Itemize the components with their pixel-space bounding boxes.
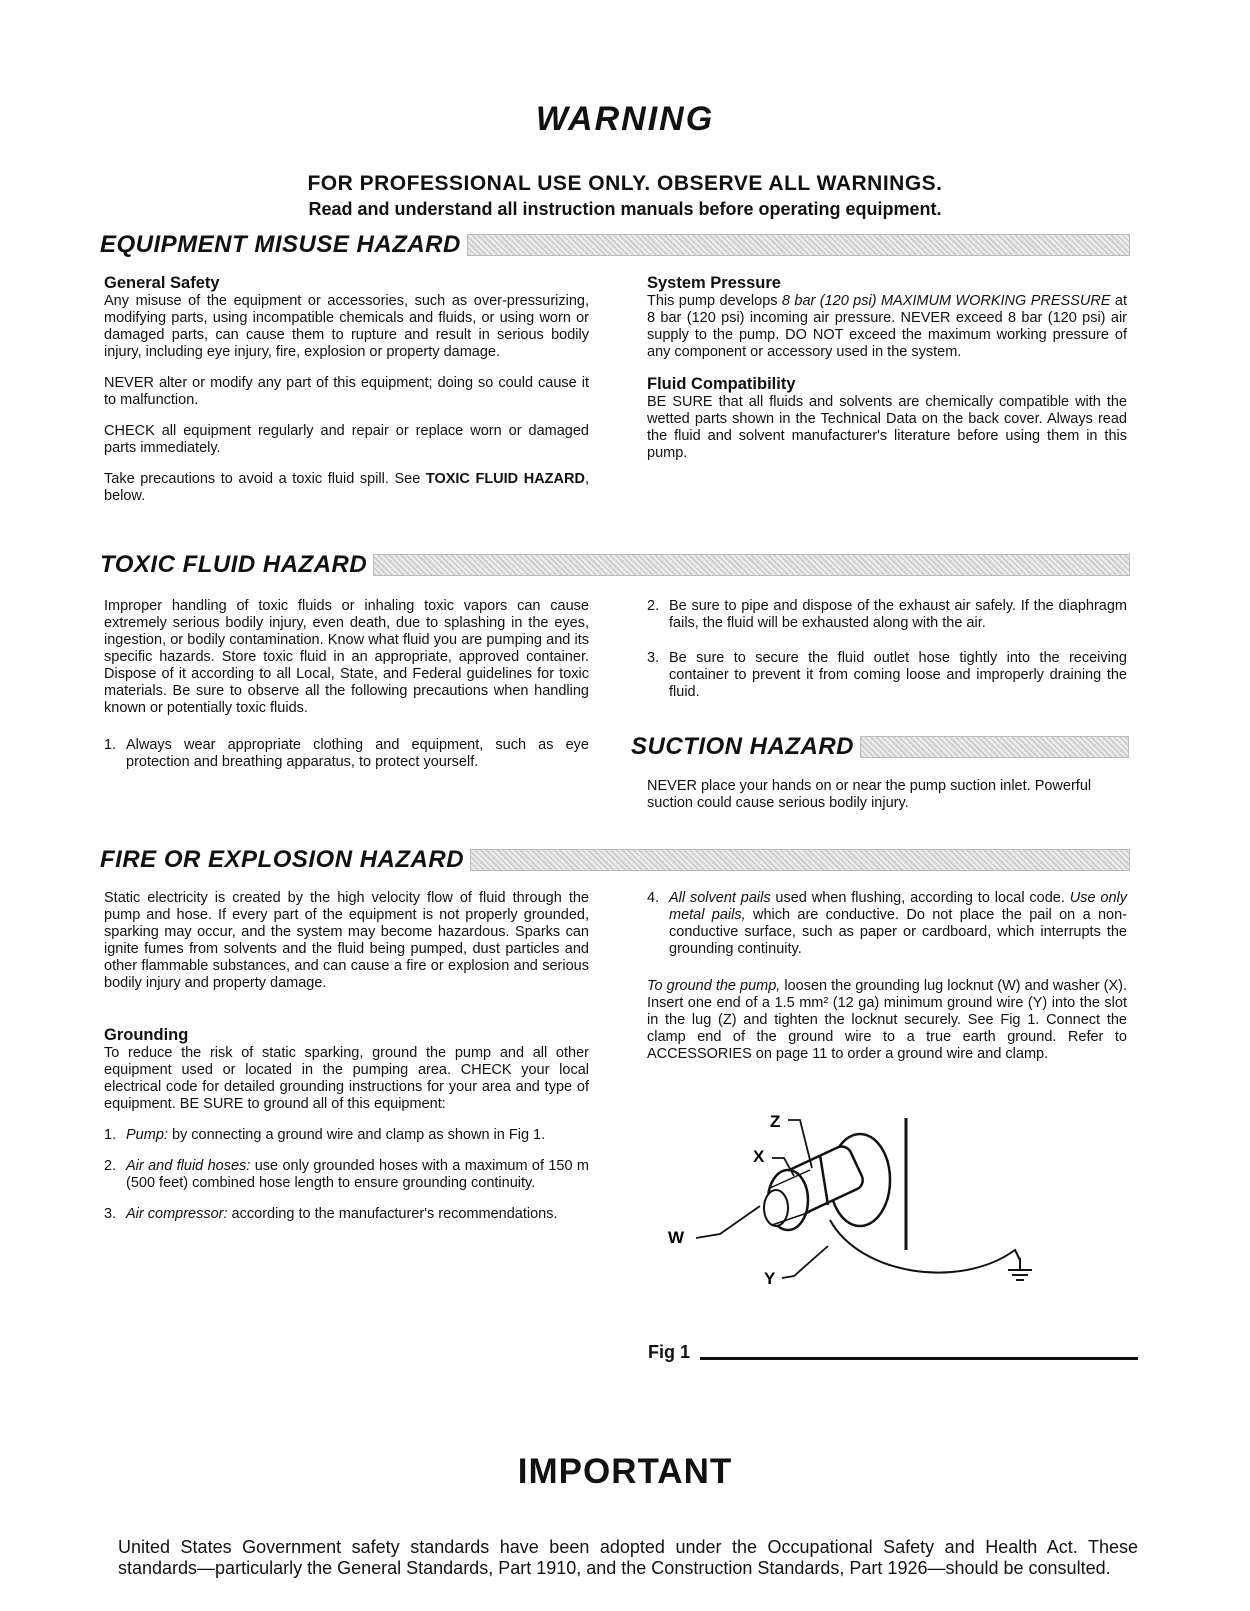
suction-hazard-title: SUCTION HAZARD: [631, 733, 854, 760]
equipment-misuse-title: EQUIPMENT MISUSE HAZARD: [100, 231, 461, 258]
page-title: WARNING: [535, 100, 715, 138]
callout-z: Z: [770, 1112, 781, 1131]
suction-hazard-heading: [631, 733, 1129, 761]
system-pressure-title: System Pressure: [647, 274, 781, 292]
list-item: [647, 650, 1127, 701]
toxic-fluid-reference: TOXIC FLUID HAZARD: [425, 471, 585, 487]
hazard-bar: [860, 736, 1129, 758]
toxic-p1: Improper handling of toxic fluids or inhaling toxic vapors can cause extremely serious bodily injury, even death, due to splashing in the eyes, ingestion, or bodily contamination. Know what fluid you are pumping and its specific hazards. Store toxic fluid in an appropriate, approved container. Dispose of it according to all Local, State, and Federal guidelines for toxic materials. Be sure to observe all the following precautions when handling known or potentially toxic fluids.: [104, 598, 589, 716]
list-number: 3.: [104, 1206, 117, 1222]
important-paragraph: United States Government safety standards have been adopted under the Occupational Safety and Health Act. These standards—particularly the General Standards, Part 1910, and the Construction Standards, Part 1926—should be consulted.: [118, 1537, 1138, 1578]
general-safety-p1: Any misuse of the equipment or accessories, such as over-pressurizing, modifying parts, using incompatible chemicals and fluids, or using worn or damaged parts, can cause them to rupture and result in serious bodily injury, including eye injury, fire, explosion or property damage.: [104, 293, 589, 360]
list-text: Be sure to secure the fluid outlet hose tightly into the receiving container to prevent it from coming loose and improperly draining the fluid.: [669, 650, 1127, 700]
general-safety-p3: CHECK all equipment regularly and repair or replace worn or damaged parts immediately.: [104, 423, 589, 456]
toxic-left-column: [104, 598, 589, 785]
fire-explosion-title: FIRE OR EXPLOSION HAZARD: [100, 846, 465, 873]
list-item: [104, 1158, 589, 1192]
list-item: [647, 890, 1127, 958]
list-number: 2.: [104, 1158, 117, 1174]
general-safety-p2: NEVER alter or modify any part of this equipment; doing so could cause it to malfunction.: [104, 375, 589, 408]
fire-left-column: [104, 890, 589, 1237]
general-safety-section: [104, 274, 589, 519]
grounding-title: Grounding: [104, 1026, 189, 1044]
list-number: 4.: [647, 890, 660, 906]
subtitle-professional-use: FOR PROFESSIONAL USE ONLY. OBSERVE ALL WARNINGS.: [307, 172, 943, 195]
figure-rule: [700, 1357, 1138, 1360]
callout-y: Y: [764, 1269, 776, 1288]
text-run: Take precautions to avoid a toxic fluid spill. See: [104, 471, 426, 487]
toxic-fluid-heading: [100, 551, 1130, 579]
equipment-misuse-heading: [100, 231, 1130, 259]
list-number: 1.: [104, 1127, 117, 1143]
list-lead: Pump:: [126, 1127, 168, 1143]
list-item: [104, 1206, 589, 1223]
grounding-p: To reduce the risk of static sparking, ground the pump and all other equipment used or located in the pumping area. CHECK your local electrical code for detailed grounding instructions for your area and type of equipment. BE SURE to ground all of this equipment:: [104, 1045, 589, 1112]
callout-y-leader: [782, 1246, 828, 1278]
grounding-diagram: [660, 1100, 1080, 1310]
hazard-bar: [470, 849, 1130, 871]
callout-x: X: [753, 1147, 765, 1166]
toxic-right-column: [647, 598, 1127, 715]
general-safety-title: General Safety: [104, 274, 220, 292]
text-run: , below.: [104, 471, 589, 504]
max-working-pressure: 8 bar (120 psi) MAXIMUM WORKING PRESSURE: [781, 293, 1111, 309]
text-run: loosen the grounding lug locknut (W) and washer (X). Insert one end of a 1.5 mm² (12 ga) minimum ground wire (Y) into the slot in the lug (Z) and tighten the locknut securely. See Fig 1. Connect the clamp end of the ground wire to a true earth ground. Refer to ACCESSORIES on page 11 to order a ground wire and clamp.: [647, 978, 1127, 1062]
important-title: IMPORTANT: [517, 1452, 733, 1491]
list-text: by connecting a ground wire and clamp as shown in Fig 1.: [167, 1127, 546, 1143]
list-lead: Air compressor:: [126, 1206, 228, 1222]
list-item: [647, 598, 1127, 632]
subtitle-read-manuals: Read and understand all instruction manuals before operating equipment.: [308, 199, 942, 219]
fluid-compatibility-p: BE SURE that all fluids and solvents are chemically compatible with the wetted parts shown in the Technical Data on the back cover. Always read the fluid and solvent manufacturer's literature before using them in this pump.: [647, 394, 1127, 461]
ground-wire: [830, 1220, 1020, 1273]
fire-right-column: [647, 890, 1127, 1077]
list-text: use only grounded hoses with a maximum of 150 m (500 feet) combined hose length to ensure grounding continuity.: [126, 1158, 589, 1191]
callout-w: W: [668, 1228, 685, 1247]
hazard-bar: [467, 234, 1130, 256]
text-run: which are conductive. Do not place the pail on a non-conductive surface, such as paper or cardboard, which interrupts the grounding continuity.: [669, 907, 1127, 957]
callout-w-leader: [696, 1206, 760, 1238]
list-text: according to the manufacturer's recommendations.: [227, 1206, 558, 1222]
list-number: 1.: [104, 737, 117, 753]
text-run: used when flushing, according to local code.: [770, 890, 1070, 906]
list-text: Be sure to pipe and dispose of the exhaust air safely. If the diaphragm fails, the fluid will be exhausted along with the air.: [669, 598, 1127, 631]
suction-hazard-p: NEVER place your hands on or near the pump suction inlet. Powerful suction could cause serious bodily injury.: [647, 778, 1092, 811]
hazard-bar: [373, 554, 1130, 576]
list-text: Always wear appropriate clothing and equipment, such as eye protection and breathing apparatus, to protect yourself.: [126, 737, 589, 770]
list-number: 2.: [647, 598, 660, 614]
general-safety-p4: [104, 471, 589, 505]
toxic-fluid-title: TOXIC FLUID HAZARD: [100, 551, 368, 578]
system-pressure-section: [647, 274, 1127, 476]
system-pressure-p: [647, 293, 1127, 361]
text-run: This pump develops: [647, 293, 782, 309]
text-run: To ground the pump,: [647, 978, 781, 994]
list-lead: Air and fluid hoses:: [126, 1158, 251, 1174]
figure-label: Fig 1: [648, 1342, 691, 1362]
text-run: Use only metal pails,: [669, 890, 1127, 923]
list-item: [104, 737, 589, 771]
text-run: All solvent pails: [669, 890, 771, 906]
list-number: 3.: [647, 650, 660, 666]
fire-p1: Static electricity is created by the high velocity flow of fluid through the pump and hose. If every part of the equipment is not properly grounded, sparking may occur, and the system may become hazardous. Sparks can ignite fumes from solvents and the fluid being pumped, dust particles and other flammable substances, and can cause a fire or explosion and serious bodily injury and property damage.: [104, 890, 589, 991]
list-item: [104, 1127, 589, 1144]
fluid-compatibility-title: Fluid Compatibility: [647, 375, 796, 393]
fire-explosion-heading: [100, 846, 1130, 874]
ground-pump-p: [647, 978, 1127, 1063]
text-run: at 8 bar (120 psi) incoming air pressure. NEVER exceed 8 bar (120 psi) air supply to the pump. DO NOT exceed the maximum working pressure of any component or accessory used in the system.: [647, 293, 1127, 360]
